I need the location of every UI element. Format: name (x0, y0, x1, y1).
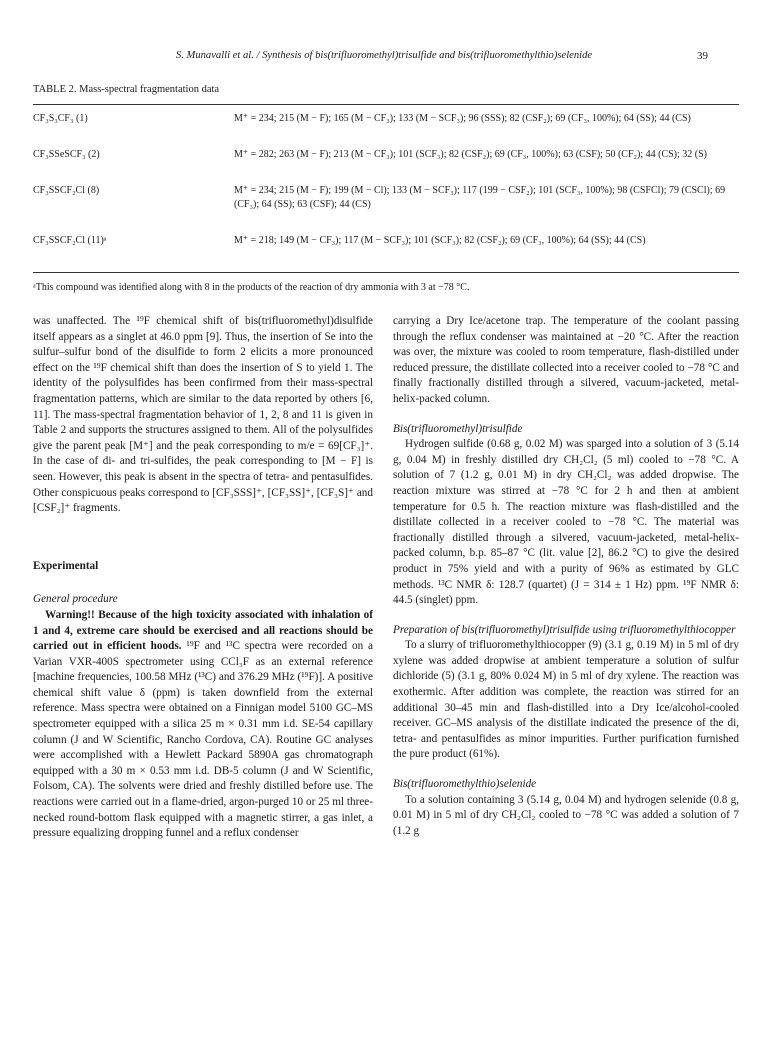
discussion-paragraph: was unaffected. The ¹⁹F chemical shift of bis(trifluoromethyl)disulfide itself appears as a singlet at 46.0 ppm [9]. Thus, the insertion of Se into the sulfur–sulfur bond of the disulfide to form 2 elicits a more pronounced effect on the ¹⁹F chemical shift than does the insertion of S to yield 1. The identity of the polysulfides has been confirmed from their mass-spectral fragmentation patterns, which are similar to the data reported by others [6, 11]. The mass-spectral fragmentation behavior of 1, 2, 8 and 11 is given in Table 2 and supports the structures assigned to them. All of the polysulfides give the parent peak [M⁺] and the peak corresponding to m/e = 69[CF₃]⁺. In the case of di- and tri-sulfides, the peak corresponding to [M − F] is seen. However, this peak is absent in the spectra of tetra- and pentasulfides. Other conspicuous peaks correspond to [CF₃SSS]⁺, [CF₃SS]⁺, [CF₃S]⁺ and [CSF₂]⁺ fragments. (33, 315, 373, 515)
table-footnote: ᵃThis compound was identified along with 8 in the products of the reaction of dry ammonia with 3 at −78 °C. (33, 282, 470, 293)
copper-method-heading: Preparation of bis(trifluoromethyl)trisulfide using trifluoromethylthiocopper (393, 623, 736, 636)
right-column (393, 314, 739, 839)
running-head: S. Munavalli et al. / Synthesis of bis(trifluoromethyl)trisulfide and bis(trifluoromethylthio)selenide (175, 50, 593, 61)
compound-cell: CF₃SSCF₂Cl (11)ᵃ (33, 235, 107, 246)
table-caption: TABLE 2. Mass-spectral fragmentation data (33, 84, 220, 95)
compound-cell: CF₃SSeSCF₃ (2) (33, 149, 100, 160)
table-top-rule (33, 104, 739, 105)
compound-cell: CF₃SSCF₂Cl (8) (33, 185, 100, 196)
procedure-text: ¹⁹F and ¹³C spectra were recorded on a Varian VXR-400S spectrometer using CCl₃F as an external reference [machine frequencies, 100.58 MHz (¹³C) and 376.29 MHz (¹⁹F)]. A positive chemical shift value δ (ppm) is taken downfield from the external reference. Mass spectra were obtained on a Finnigan model 5100 GC–MS spectrometer equipped with a silica 25 m × 0.31 mm i.d. SE-54 capillary column (J and W Scientific, Rancho Cordova, CA). Routine GC analyses were accomplished with a Hewlett Packard 5890A gas chromatograph equipped with a 30 m × 0.53 mm i.d. DB-5 column (J and W Scientific, Folsom, CA). The solvents were dried and freshly distilled before use. The reactions were carried out in a flame-dried, argon-purged 10 or 25 ml three-necked round-bottom flask equipped with a magnetic stirrer, a gas inlet, a pressure equalizing dropping funnel and a reflux condenser (33, 640, 374, 840)
fragments-cell: M⁺ = 218; 149 (M − CF₃); 117 (M − SCF₃); 101 (SCF₃); 82 (CSF₂); 69 (CF₃, 100%); 64 (SS); 44 (CS) (234, 235, 646, 246)
copper-method-paragraph: To a slurry of trifluoromethylthiocopper (9) (3.1 g, 0.19 M) in 5 ml of dry xylene was added dropwise at ambient temperature a solution of sulfur dichloride (5) (3.1 g, 80% 0.024 M) in 5 ml of dry xylene. The reaction was exothermic. After addition was complete, the reaction was stirred for an additional 30–45 min and flash-distilled into a Dry Ice/alcohol-cooled receiver. GC–MS analysis of the distillate indicated the presence of the di, tetra- and pentasulfides as minor impurities. Further purification furnished the pure product (61%). (393, 639, 739, 761)
fragments-cell: M⁺ = 234; 215 (M − F); 165 (M − CF₃); 133 (M − SCF₃); 96 (SSS); 82 (CSF₂); 69 (CF₃, 100%); 64 (SS); 44 (CS) (234, 113, 691, 124)
trisulfide-paragraph: Hydrogen sulfide (0.68 g, 0.02 M) was sparged into a solution of 3 (5.14 g, 0.04 M) in freshly distilled dry CH₂Cl₂ (5 ml) cooled to −78 °C. A solution of 7 (1.2 g, 0.01 M) in dry CH₂Cl₂ was added dropwise. The reaction mixture was stirred at −78 °C for 2 h and then at ambient temperature for 0.5 h. The reaction mixture was flash-distilled and the distillate collected in a receiver cooled to −78 °C. The material was fractionally distilled through a silvered, vacuum-jacketed, metal-helix-packed column, b.p. 85–87 °C (lit. value [2], 86.2 °C) to give the desired product in 75% yield and with a purity of 96% as estimated by GLC methods. ¹³C NMR δ: 128.7 (quartet) (J = 314 ± 1 Hz) ppm. ¹⁹F NMR δ: 44.5 (singlet) ppm. (393, 438, 739, 607)
selenide-heading: Bis(trifluoromethylthio)selenide (393, 778, 537, 791)
procedure-continuation: carrying a Dry Ice/acetone trap. The temperature of the coolant passing through the reflux condenser was maintained at −20 °C. After the reaction was over, the mixture was cooled to room temperature, flash-distilled under reduced pressure, the distillate collected into a receiver cooled to −78 °C and finally fractionally distilled through a silvered, vacuum-jacketed, metal-helix-packed column. (393, 315, 739, 405)
left-column (33, 314, 373, 842)
fragments-cell: M⁺ = 234; 215 (M − F); 199 (M − Cl); 133 (M − SCF₃); 117 (199 − CSF₂); 101 (SCF₃, 100%); 98 (CSFCl); 79 (CSCl); 69 (CF₃); 64 (SS); 63 (CSF); 44 (CS) (234, 185, 726, 210)
general-procedure-paragraph (33, 608, 373, 842)
general-procedure-heading: General procedure (33, 593, 118, 606)
warning-text: Warning!! Because of the high toxicity associated with inhalation of 1 and 4, extreme care should be exercised and all reactions should be carried out in efficient hoods. (33, 608, 373, 653)
compound-cell: CF₃S₃CF₃ (1) (33, 113, 88, 124)
fragments-cell: M⁺ = 282; 263 (M − F); 213 (M − CF₃); 101 (SCF₃); 82 (CSF₂); 69 (CF₃, 100%); 63 (CSF); 50 (CF₂); 44 (CS); 32 (S) (234, 149, 708, 160)
table-bottom-rule (33, 272, 739, 273)
selenide-paragraph: To a solution containing 3 (5.14 g, 0.04 M) and hydrogen selenide (0.8 g, 0.01 M) in 5 ml of dry CH₂Cl₂ cooled to −78 °C was added a solution of 7 (1.2 g (393, 793, 739, 837)
page-number: 39 (697, 50, 708, 62)
experimental-heading: Experimental (33, 559, 99, 572)
trisulfide-heading: Bis(trifluoromethyl)trisulfide (393, 422, 523, 435)
